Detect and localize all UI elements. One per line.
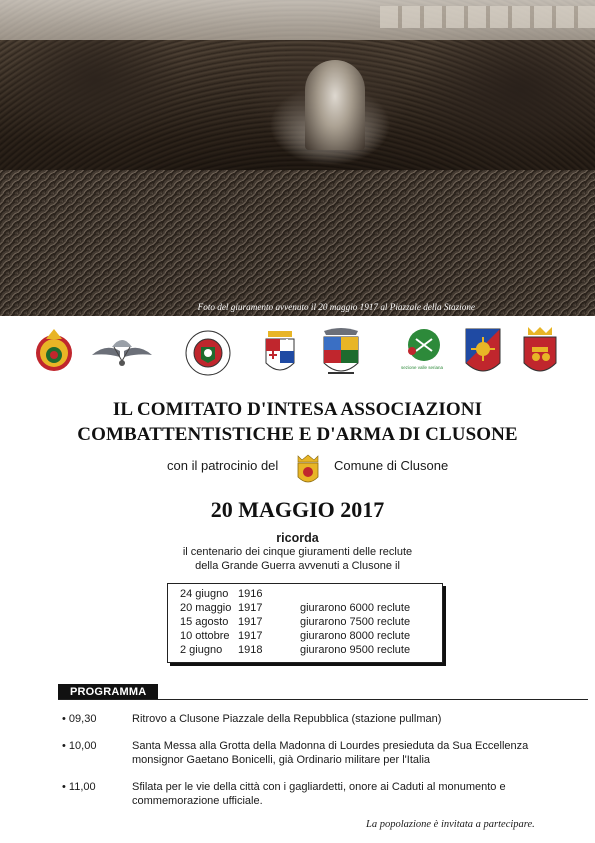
municipality-name: Comune di Clusone (334, 458, 449, 473)
winged-parachute-icon (90, 325, 154, 381)
clusone-crest-icon (295, 453, 321, 492)
grenade-badge-icon (34, 325, 74, 381)
main-heading (0, 397, 595, 447)
closing-note: La popolazione è invitata a partecipare. (366, 819, 535, 830)
heading-line-2: COMBATTENTISTICHE E D'ARMA DI CLUSONE (77, 424, 518, 445)
oath-year: 1918 (238, 644, 263, 656)
intro-line-1: il centenario dei cinque giuramenti delle reclute (182, 546, 413, 558)
programma-text: Santa Messa alla Grotta della Madonna di Lourdes presieduta da Sua Eccellenza monsignor Gaetano Bonicelli, già Ordinario militare per l'Italia (132, 740, 529, 766)
event-date: 20 MAGGIO 2017 (210, 497, 385, 522)
oath-note: giurarono 7500 reclute (300, 616, 411, 628)
green-association-logo-icon (390, 325, 454, 370)
oath-year: 1917 (238, 602, 263, 614)
intro-text (0, 546, 595, 573)
oath-day: 24 giugno (180, 588, 229, 600)
oath-year: 1917 (238, 630, 263, 642)
oath-year: 1917 (238, 616, 263, 628)
programma-time: • 09,30 (62, 713, 97, 725)
oath-day: 2 giugno (180, 644, 223, 656)
oath-day: 10 ottobre (180, 630, 230, 642)
oath-note: giurarono 6000 reclute (300, 602, 411, 614)
programma-time: • 11,00 (62, 781, 96, 793)
oath-dates-box (167, 583, 443, 663)
oath-note: giurarono 8000 reclute (300, 630, 411, 642)
association-caption: sezione valle seriana (400, 365, 444, 370)
programma-badge: PROGRAMMA (58, 684, 158, 700)
oath-note: giurarono 9500 reclute (300, 644, 411, 656)
oath-day: 15 agosto (180, 616, 229, 628)
oath-year: 1916 (238, 588, 263, 600)
tricolor-shield-icon (262, 325, 298, 381)
photo-caption: Foto del giuramento avvenuto il 20 maggio 1917 al Piazzale della Stazione (197, 302, 475, 312)
photo-buildings (380, 6, 595, 28)
patronage-row (0, 453, 595, 487)
photo-crowd (0, 170, 595, 316)
intro-line-2: della Grande Guerra avvenuti a Clusone il (195, 559, 400, 572)
artillery-shield-icon (462, 325, 504, 381)
photo-grotto (305, 60, 365, 150)
programma-text: Ritrovo a Clusone Piazzale della Repubblica (stazione pullman) (132, 713, 442, 725)
programma-divider (58, 699, 588, 700)
heading-line-1: IL COMITATO D'INTESA ASSOCIAZIONI (112, 399, 483, 420)
air-force-shield-icon (318, 325, 364, 381)
logo-strip (0, 325, 595, 383)
patronage-text: con il patrocinio del (167, 458, 279, 473)
ricorda-label: ricorda (276, 531, 319, 545)
programma-text: Sfilata per le vie della città con i gagliardetti, onore ai Caduti al monumento e commemorazione ufficiale. (132, 781, 506, 807)
oath-day: 20 maggio (180, 602, 232, 614)
historical-photo (0, 0, 595, 316)
programma-time: • 10,00 (62, 740, 97, 752)
cannon-shield-icon (520, 325, 560, 381)
association-roundel-icon (183, 325, 233, 381)
